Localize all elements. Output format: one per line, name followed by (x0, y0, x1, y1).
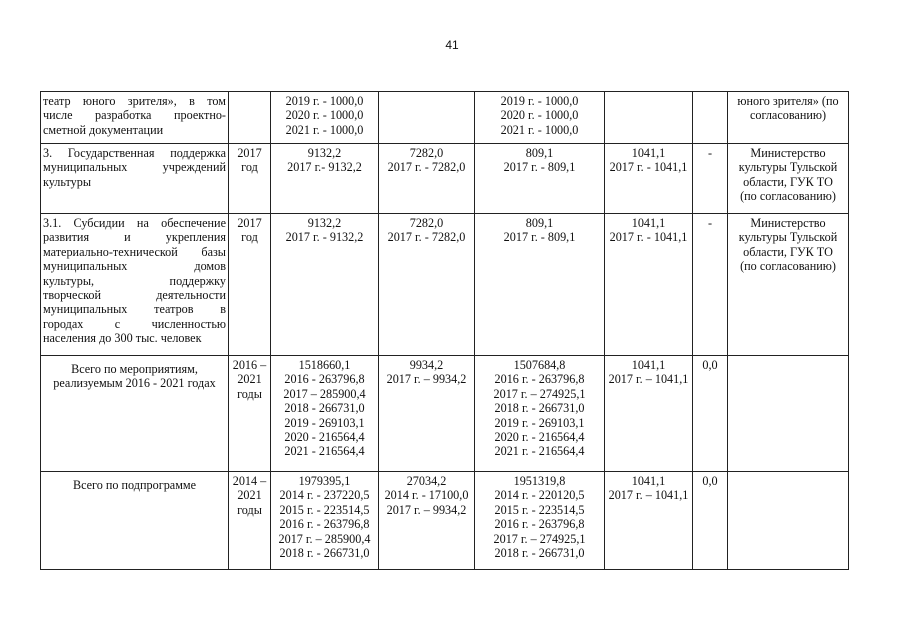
cell-line: 7282,0 (409, 146, 444, 160)
cell-total (271, 356, 379, 472)
cell-line: 2017 г. - 9132,2 (285, 230, 364, 245)
cell-line: 2017 г. – 285900,4 (278, 531, 371, 546)
cell-line: муниципальных театров в (43, 302, 226, 317)
cell-line: 1041,1 (631, 474, 666, 488)
cell-line: 2018 г. - 266731,0 (494, 546, 585, 561)
cell-line: согласованию) (749, 108, 827, 123)
cell-measure-name (41, 472, 229, 570)
cell-line: 1518660,1 (298, 358, 351, 372)
cell-line: Всего по мероприятиям, (71, 362, 198, 376)
cell-other-sources (693, 144, 728, 214)
cell-federal-budget (379, 92, 475, 144)
cell-line: годы (237, 386, 262, 401)
table-row (41, 214, 849, 356)
cell-line: 9132,2 (307, 216, 342, 230)
cell-line: 2020 г. - 1000,0 (285, 108, 364, 123)
cell-line: 2017 г. - 1041,1 (609, 230, 688, 245)
cell-line: 2018 г. - 266731,0 (279, 546, 370, 561)
cell-line: (по согласованию) (740, 189, 836, 204)
cell-regional-budget (475, 472, 605, 570)
cell-local-budget (605, 214, 693, 356)
cell-regional-budget (475, 144, 605, 214)
cell-line: годы (237, 502, 262, 517)
cell-line: 2021 г. - 1000,0 (285, 122, 364, 137)
cell-federal-budget (379, 144, 475, 214)
cell-line: 2017 г. - 1041,1 (609, 160, 688, 175)
cell-line: 2014 г. - 237220,5 (279, 488, 370, 503)
cell-line: культуры Тульской (738, 160, 838, 175)
cell-line: 2017 (237, 146, 262, 160)
cell-line: 2014 г. - 17100,0 (384, 488, 469, 503)
cell-line: 2018 г. - 266731,0 (494, 401, 585, 416)
cell-line: 2017 г. – 1041,1 (608, 488, 689, 503)
cell-line: области, ГУК ТО (743, 174, 833, 189)
cell-executor (728, 214, 849, 356)
cell-line: Министерство (750, 216, 826, 230)
cell-line: 2021 - 216564,4 (284, 444, 365, 459)
cell-line: населения до 300 тыс. человек (43, 331, 202, 346)
cell-line: 2017 г. – 9934,2 (386, 502, 467, 517)
cell-line: 2019 - 269103,1 (284, 415, 365, 430)
cell-local-budget (605, 472, 693, 570)
cell-line: 0,0 (702, 474, 718, 488)
cell-line: 2017 г. - 7282,0 (387, 160, 466, 175)
cell-other-sources (693, 214, 728, 356)
cell-line: 1041,1 (631, 358, 666, 372)
cell-line: 1979395,1 (298, 474, 351, 488)
cell-executor (728, 472, 849, 570)
cell-line: 2019 г. - 269103,1 (494, 415, 585, 430)
cell-total (271, 144, 379, 214)
cell-line: области, ГУК ТО (743, 244, 833, 259)
table-row (41, 472, 849, 570)
cell-line: 2017 г. – 274925,1 (493, 386, 586, 401)
cell-line: 2019 г. - 1000,0 (285, 94, 364, 108)
table-body (41, 92, 849, 570)
cell-line: 2016 г. - 263796,8 (494, 372, 585, 387)
cell-line: 3.1. Субсидии на обеспечение (43, 216, 226, 230)
cell-executor (728, 144, 849, 214)
cell-line: развития и укрепления (43, 230, 226, 245)
cell-line: 2017 г. – 9934,2 (386, 372, 467, 387)
cell-line: 2016 г. - 263796,8 (279, 517, 370, 532)
cell-line: Всего по подпрограмме (72, 478, 197, 492)
cell-other-sources (693, 472, 728, 570)
cell-line: числе разработка проектно- (43, 108, 226, 123)
cell-line: культуры Тульской (738, 230, 838, 245)
cell-period (229, 472, 271, 570)
cell-line: год (241, 230, 258, 245)
cell-line: 9132,2 (307, 146, 342, 160)
cell-line: 2016 – (232, 358, 267, 372)
cell-line: юного зрителя» (по (737, 94, 839, 108)
cell-measure-name (41, 214, 229, 356)
cell-other-sources (693, 92, 728, 144)
cell-federal-budget (379, 214, 475, 356)
cell-line: городах с численностью (43, 316, 226, 331)
cell-line: 2017 (237, 216, 262, 230)
cell-line: 809,1 (525, 146, 554, 160)
cell-line: 2017 – 285900,4 (283, 386, 366, 401)
cell-line: год (241, 160, 258, 175)
cell-total (271, 92, 379, 144)
cell-line: - (707, 146, 713, 160)
cell-line: 2017 г. - 7282,0 (387, 230, 466, 245)
cell-executor (728, 92, 849, 144)
cell-line: 2021 г. - 1000,0 (500, 122, 579, 137)
cell-line: - (707, 216, 713, 230)
cell-line: 3. Государственная поддержка (43, 146, 226, 160)
cell-line: 2019 г. - 1000,0 (500, 94, 579, 108)
cell-line: 2021 (237, 488, 262, 503)
cell-local-budget (605, 92, 693, 144)
cell-line: 27034,2 (406, 474, 447, 488)
cell-line: 2015 г. - 223514,5 (279, 502, 370, 517)
cell-period (229, 92, 271, 144)
cell-line: 1507684,8 (513, 358, 566, 372)
cell-measure-name (41, 144, 229, 214)
cell-period (229, 356, 271, 472)
cell-line: 2017 г. - 809,1 (503, 160, 576, 175)
cell-line: 2015 г. - 223514,5 (494, 502, 585, 517)
cell-other-sources (693, 356, 728, 472)
cell-total (271, 214, 379, 356)
cell-line: 2020 г. - 216564,4 (494, 430, 585, 445)
cell-line: театр юного зрителя», в том (43, 94, 226, 108)
cell-line: 2020 г. - 1000,0 (500, 108, 579, 123)
cell-line: 7282,0 (409, 216, 444, 230)
cell-line: 2017 г. - 809,1 (503, 230, 576, 245)
cell-regional-budget (475, 92, 605, 144)
cell-line: 809,1 (525, 216, 554, 230)
cell-period (229, 144, 271, 214)
cell-line: 1041,1 (631, 146, 666, 160)
cell-federal-budget (379, 472, 475, 570)
cell-line: 2018 - 266731,0 (284, 401, 365, 416)
cell-regional-budget (475, 356, 605, 472)
cell-regional-budget (475, 214, 605, 356)
cell-line: (по согласованию) (740, 259, 836, 274)
program-table (40, 91, 849, 570)
cell-line: сметной документации (43, 122, 164, 137)
cell-line: 2016 - 263796,8 (284, 372, 365, 387)
cell-line: 1951319,8 (513, 474, 566, 488)
cell-line: материально-технической базы (43, 244, 226, 259)
page-number: 41 (445, 38, 459, 52)
cell-line: 2016 г. - 263796,8 (494, 517, 585, 532)
cell-line: творческой деятельности (43, 288, 226, 303)
cell-line: 0,0 (702, 358, 718, 372)
cell-line: 2021 (237, 372, 262, 387)
cell-period (229, 214, 271, 356)
cell-line: 1041,1 (631, 216, 666, 230)
table-row (41, 92, 849, 144)
cell-line: 2020 - 216564,4 (284, 430, 365, 445)
cell-line: муниципальных учреждений (43, 160, 226, 175)
cell-line: реализуемым 2016 - 2021 годах (53, 376, 216, 391)
cell-line: муниципальных домов (43, 259, 226, 274)
cell-line: культуры, поддержку (43, 273, 226, 288)
cell-line: Министерство (750, 146, 826, 160)
cell-line: 9934,2 (409, 358, 444, 372)
cell-executor (728, 356, 849, 472)
cell-local-budget (605, 356, 693, 472)
cell-line: 2017 г.- 9132,2 (287, 160, 362, 175)
table-row (41, 144, 849, 214)
cell-line: 2014 – (232, 474, 267, 488)
cell-line: 2017 г. – 1041,1 (608, 372, 689, 387)
table-row (41, 356, 849, 472)
cell-line: 2017 г. – 274925,1 (493, 531, 586, 546)
cell-measure-name (41, 356, 229, 472)
cell-total (271, 472, 379, 570)
cell-line: 2021 г. - 216564,4 (494, 444, 585, 459)
cell-local-budget (605, 144, 693, 214)
cell-line: 2014 г. - 220120,5 (494, 488, 585, 503)
cell-line: культуры (43, 174, 92, 189)
cell-federal-budget (379, 356, 475, 472)
cell-measure-name (41, 92, 229, 144)
